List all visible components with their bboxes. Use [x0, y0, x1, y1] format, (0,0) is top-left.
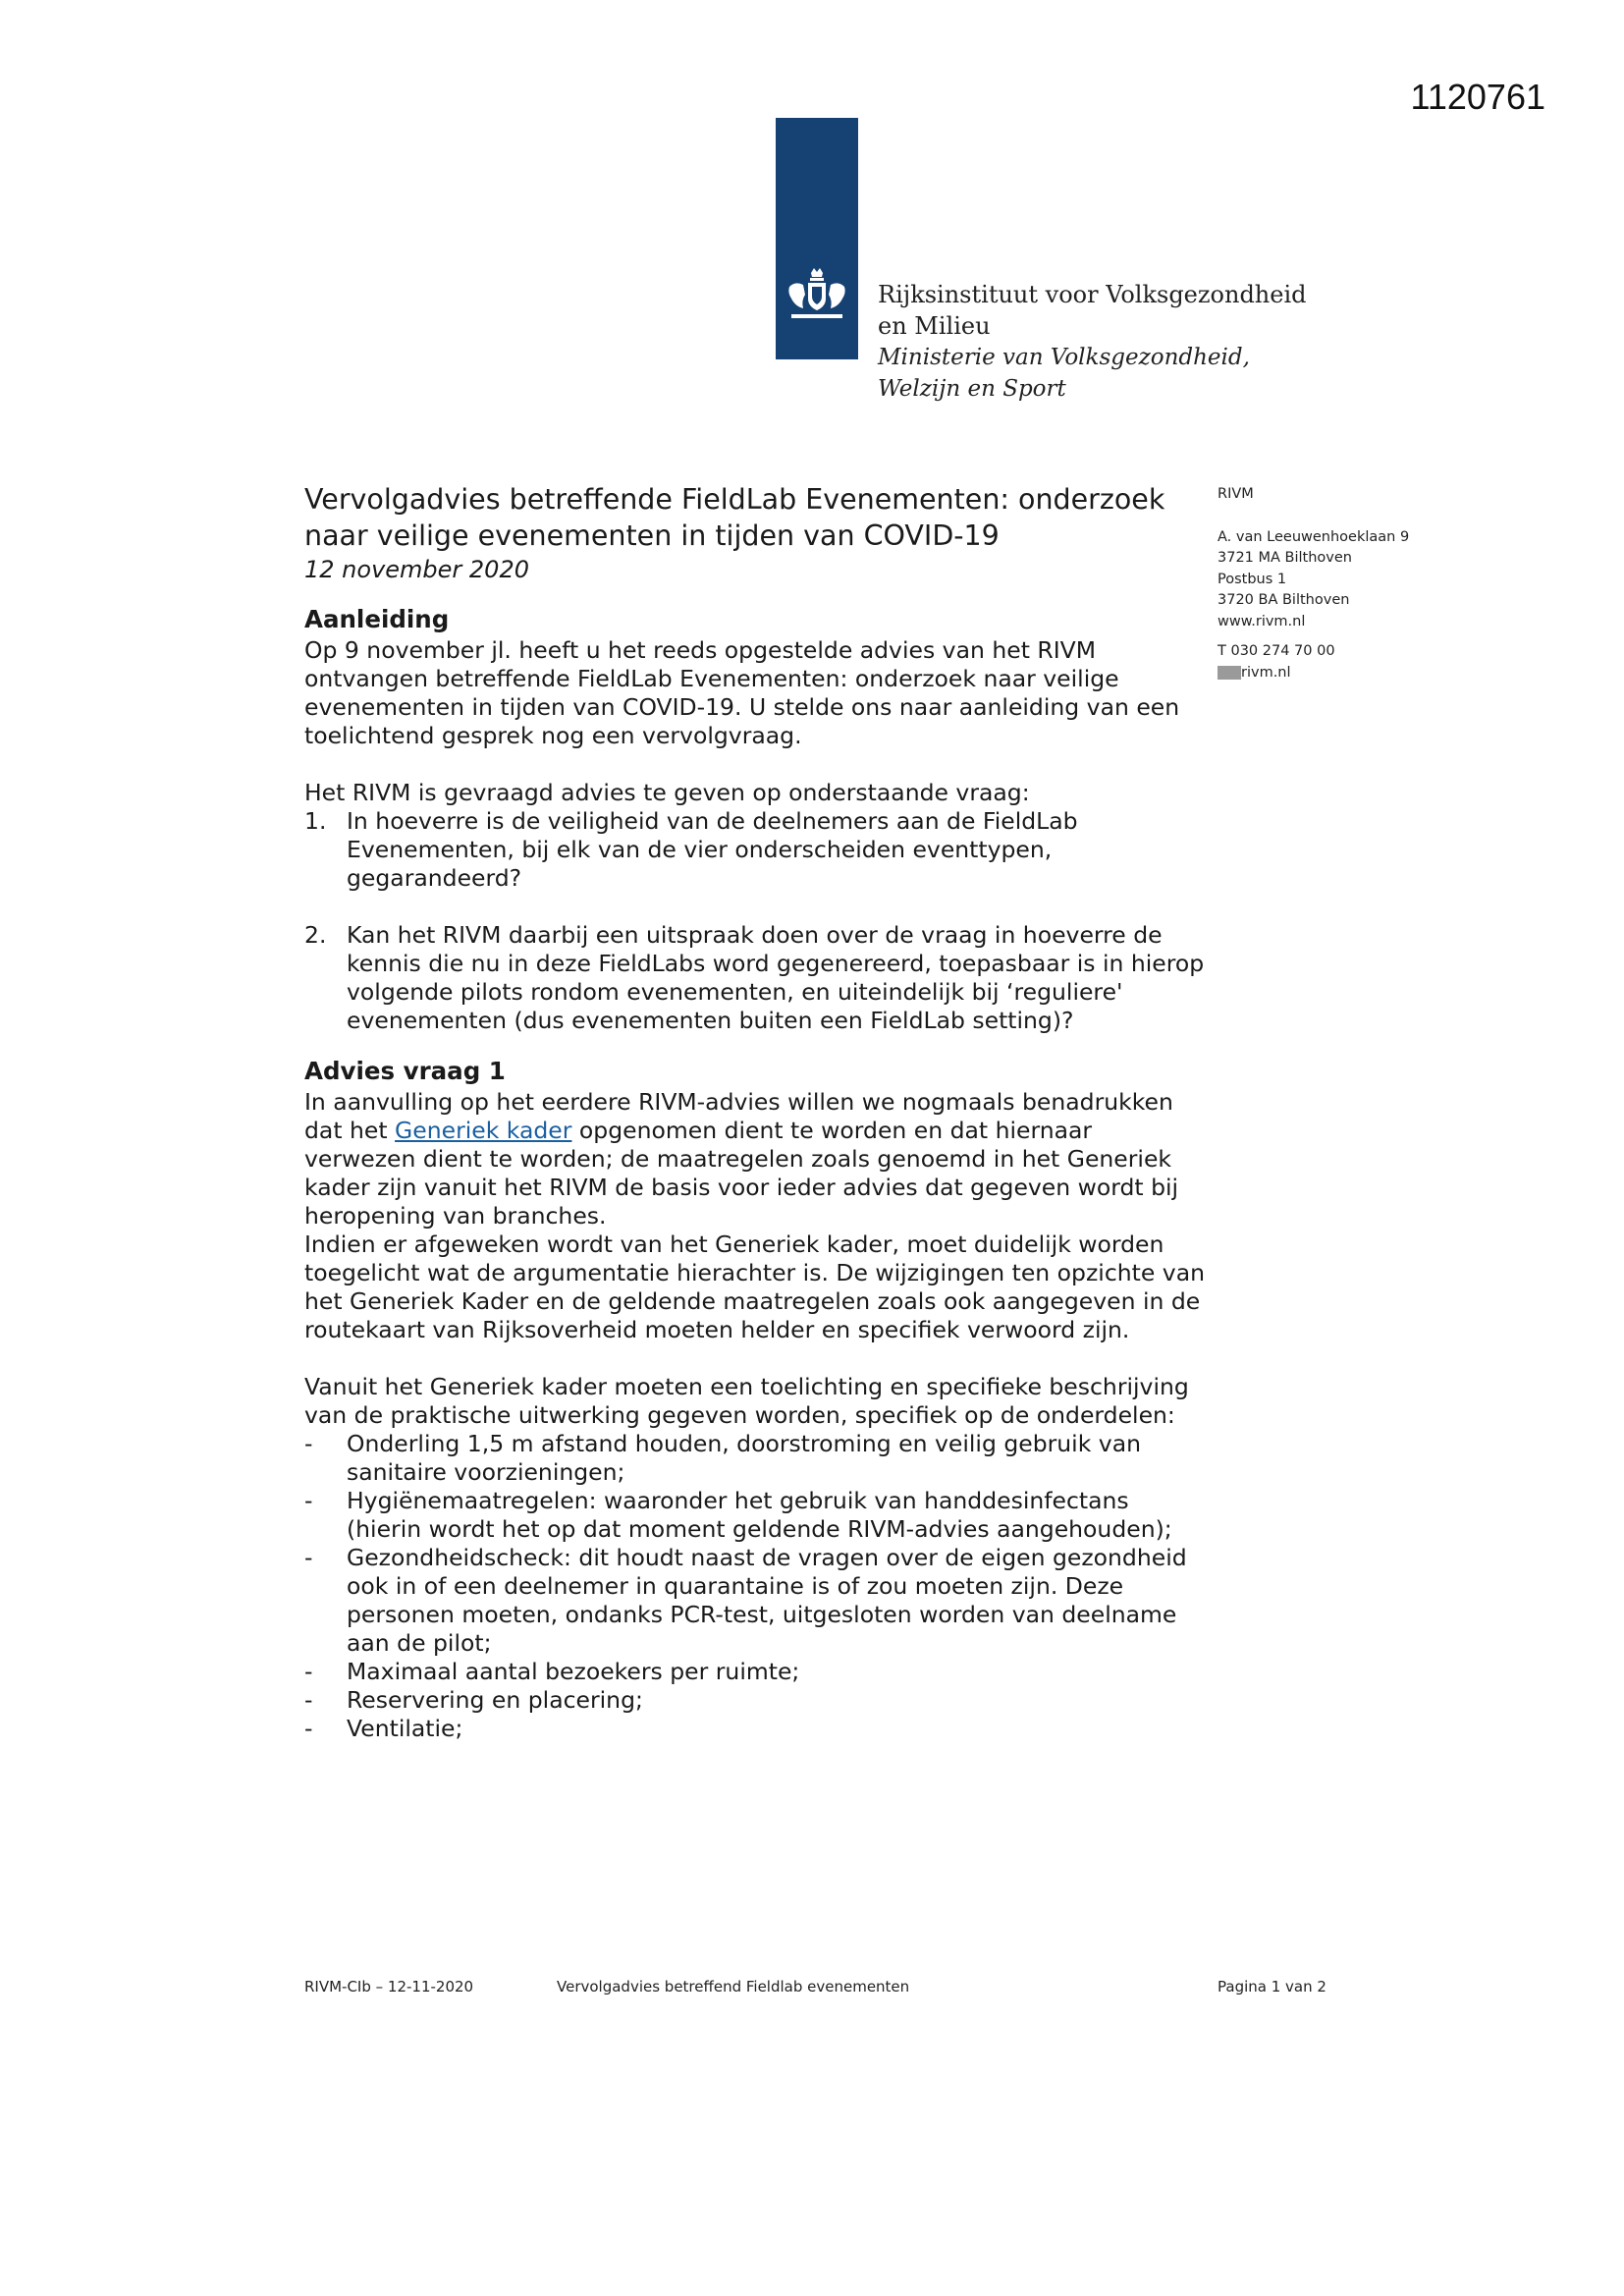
heading-aanleiding: Aanleiding: [304, 605, 450, 633]
measures-list: [304, 1430, 1208, 1743]
advies-paragraph-1: [304, 1088, 1208, 1230]
org-line-2: en Milieu: [878, 312, 991, 340]
sender-address-block: [1218, 484, 1409, 683]
redaction-mark: [1218, 666, 1241, 680]
sender-org: RIVM: [1218, 486, 1254, 502]
list-item: - Hygiënemaatregelen: waaronder het gebruik van handdesinfectans (hierin wordt het op dat moment geldende RIVM-advies aangehouden);: [304, 1487, 1172, 1543]
heading-advies-vraag-1: Advies vraag 1: [304, 1057, 506, 1085]
page-number: Pagina 1 van 2: [1218, 1978, 1326, 1995]
page-title: [304, 481, 1208, 554]
list-item: - Reservering en placering;: [304, 1686, 643, 1714]
email-address: [1218, 663, 1409, 684]
phone-number: T 030 274 70 00: [1218, 643, 1335, 659]
question-1-text: In hoeverre is de veiligheid van de deelnemers aan de FieldLab Evenementen, bij elk van de vier onderscheiden eventtypen, gegarandeerd?: [347, 807, 1078, 892]
advies-paragraph-2: Indien er afgeweken wordt van het Generiek kader, moet duidelijk worden toegelicht wat de argumentatie hierachter is. De wijzigingen ten opzichte van het Generiek Kader en de geldende maatregelen zoals ook aangegeven in de routekaart van Rijksoverheid moeten helder en specifiek verwoord zijn.: [304, 1230, 1205, 1343]
address-line-3: Postbus 1: [1218, 571, 1287, 587]
org-line-3: Ministerie van Volksgezondheid,: [878, 345, 1250, 370]
rijksoverheid-logo-bar: [776, 118, 858, 359]
title-line-2: naar veilige evenementen in tijden van COVID-19: [304, 519, 1000, 552]
advies-p1-end: opgenomen dient te worden en dat hiernaar verwezen dient te worden; de maatregelen zoals genoemd in het Generiek kader zijn vanuit het RIVM de basis voor ieder advies dat gegeven wordt bij heropening van branches.: [304, 1117, 1179, 1230]
list-item: - Onderling 1,5 m afstand houden, doorstroming en veilig gebruik van sanitaire voorzieningen;: [304, 1430, 1141, 1486]
organisation-name: [878, 279, 1307, 405]
list-item: - Gezondheidscheck: dit houdt naast de vragen over de eigen gezondheid ook in of een deelnemer in quarantaine is of zou moeten zijn. Deze personen moeten, ondanks PCR-test, uitgesloten worden van deelname aan de pilot;: [304, 1544, 1187, 1657]
website-link[interactable]: www.rivm.nl: [1218, 613, 1306, 629]
footer-title: Vervolgadvies betreffend Fieldlab evenementen: [557, 1978, 910, 1995]
question-2: [304, 921, 1208, 1035]
advies-p1-start: In aanvulling op het eerdere RIVM-advies willen we nogmaals benadrukken dat het: [304, 1088, 1173, 1144]
org-line-4: Welzijn en Sport: [878, 376, 1066, 402]
email-domain: rivm.nl: [1241, 664, 1291, 681]
question-2-text: Kan het RIVM daarbij een uitspraak doen over de vraag in hoeverre de kennis die nu in deze FieldLabs word gegenereerd, toepasbaar is in hierop volgende pilots rondom evenementen, en uiteindelijk bij ‘reguliere' evenementen (dus evenementen buiten een FieldLab setting)?: [347, 921, 1205, 1034]
footer-reference: RIVM-CIb – 12-11-2020: [304, 1978, 474, 1995]
question-1: [304, 807, 1208, 893]
address-line-1: A. van Leeuwenhoeklaan 9: [1218, 528, 1410, 545]
title-line-1: Vervolgadvies betreffende FieldLab Evenementen: onderzoek: [304, 483, 1165, 516]
question-intro: Het RIVM is gevraagd advies te geven op onderstaande vraag:: [304, 779, 1030, 806]
org-line-1: Rijksinstituut voor Volksgezondheid: [878, 281, 1307, 308]
document-number: 1120761: [1410, 77, 1545, 117]
letter-body: [304, 481, 1208, 1743]
list-item: - Ventilatie;: [304, 1715, 463, 1742]
list-item: - Maximaal aantal bezoekers per ruimte;: [304, 1658, 800, 1685]
aanleiding-paragraph: Op 9 november jl. heeft u het reeds opgestelde advies van het RIVM ontvangen betreffende FieldLab Evenementen: onderzoek naar veilige evenementen in tijden van COVID-19. U stelde ons naar aanleiding van een toelichtend gesprek nog een vervolgvraag.: [304, 636, 1180, 749]
generiek-kader-link[interactable]: Generiek kader: [395, 1117, 572, 1144]
address-line-2: 3721 MA Bilthoven: [1218, 550, 1352, 566]
address-line-4: 3720 BA Bilthoven: [1218, 592, 1350, 608]
question-2-number: 2.: [304, 921, 327, 949]
question-1-number: 1.: [304, 807, 327, 835]
coat-of-arms-icon: [782, 265, 852, 326]
advies-paragraph-3: Vanuit het Generiek kader moeten een toelichting en specifieke beschrijving van de praktische uitwerking gegeven worden, specifiek op de onderdelen:: [304, 1373, 1189, 1429]
letter-date: 12 november 2020: [304, 556, 529, 583]
